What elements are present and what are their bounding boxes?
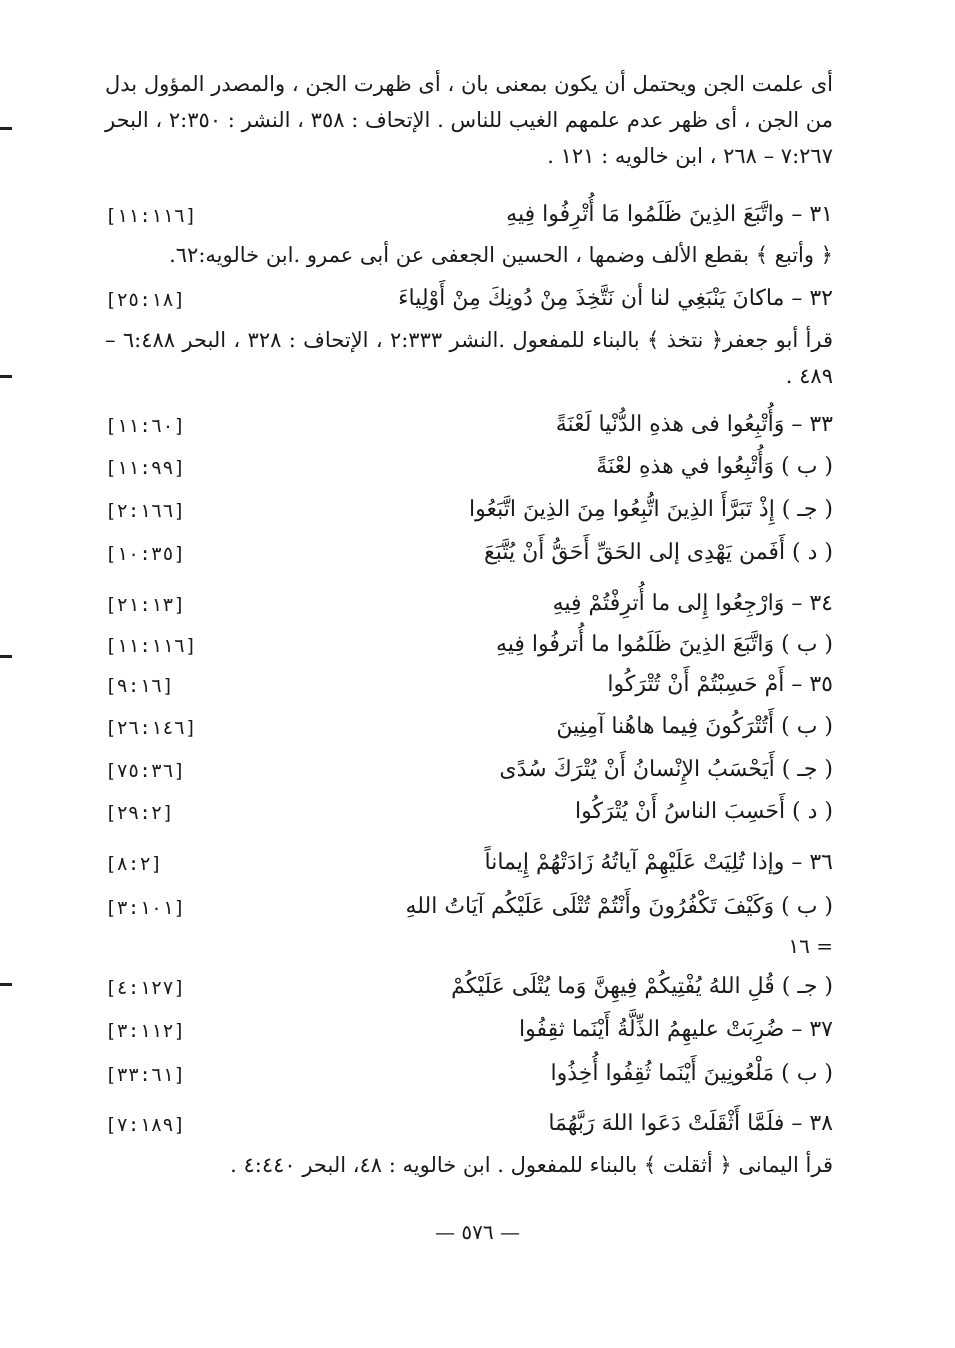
entry-36c [105,968,833,1006]
verse-text: ٣٧ – ضُرِبَتْ عليهِمُ الذِّلَّةُ أَيْنَما ثقِفُوا [519,1017,833,1042]
entry-37b [105,1055,833,1093]
verse-text: ( جـ ) قُلِ اللهُ يُفْتِيكُمْ فِيهِنَّ وَما يُتْلَى عَلَيْكُمْ [451,974,833,999]
scan-edge-mark [0,655,12,658]
verse-text: ( ب ) أَتُتْرَكُونَ فِيما هاهُنا آمِنِينَ [556,714,833,739]
verse-ref: [٢٦:١٤٦] [105,717,197,739]
entry-31 [105,196,833,234]
verse-ref: [٢٥:١٨] [105,289,186,311]
scan-edge-mark [0,375,12,378]
entry-34b [105,626,833,664]
verse-ref: [٩:١٦] [105,675,174,697]
verse-ref: [١١:١١٦] [105,205,197,227]
verse-text: ٣٢ – ماكانَ يَنْبَغِي لنا أن نَتَّخِذَ مِنْ دُونِكَ مِنْ أَوْلِياءَ [398,286,833,311]
verse-text: ( جـ ) أَيَحْسَبُ الإِنْسانُ أَنْ يُتْرَكَ سُدًى [499,757,833,782]
verse-text: ( ب ) مَلْعُونِينَ أَيْنَما ثُقِفُوا أُخِذُوا [550,1061,833,1086]
verse-ref: [٧٥:٣٦] [105,760,186,782]
verse-ref: [٧:١٨٩] [105,1114,186,1136]
verse-ref: [١١:٦٠] [105,415,186,437]
entry-35 [105,666,833,704]
verse-ref: [٢١:١٣] [105,594,186,616]
verse-text: ( د ) أَفَمن يَهْدِى إلى الحَقِّ أَحَقُّ أَنْ يُتَّبَعَ [484,540,833,565]
verse-continuation: = ١٦ [788,934,833,958]
intro-paragraph: أى علمت الجن ويحتمل أن يكون بمعنى بان ، أى ظهرت الجن ، والمصدر المؤول بدل من الجن ، أى ظهر عدم علمهم الغيب للناس . الإتحاف : ٣٥٨ ، النشر : ٢:٣٥٠ ، البحر ٧:٢٦٧ – ٢٦٨ ، ابن خالويه : ١٢١ . [105,72,833,168]
verse-text: ( ب ) وَأُتْبِعُوا في هذهِ لعْنَةً [596,454,833,479]
verse-ref: [٢:١٦٦] [105,500,186,522]
verse-ref: [٣:١٠١] [105,897,186,919]
verse-ref: [١١:١١٦] [105,635,197,657]
verse-ref: [٣:١١٢] [105,1020,186,1042]
verse-text: ٣٥ – أَمْ حَسِبْتُمْ أَنْ تُتْرَكُوا [607,672,833,697]
verse-text: ( د ) أَحَسِبَ الناسُ أَنْ يُتْرَكُوا [575,799,833,824]
entry-37 [105,1011,833,1049]
note-38: قرأ اليمانى ﴿ أثقلت ﴾ بالبناء للمفعول . ابن خالويه : ٤٨، البحر ٤:٤٤٠ . [230,1153,833,1177]
verse-text: ( ب ) وَكَيْفَ تَكْفُرُونَ وأَنْتُمْ تُتْلَى عَلَيْكُم آيَاتُ اللهِ [405,894,833,919]
verse-ref: [٢٩:٢] [105,802,174,824]
entry-33c [105,491,833,529]
verse-text: ٣٨ – فلَمَّا أَثْقَلَتْ دَعَوا اللهَ رَبَّهُمَا [548,1111,833,1136]
verse-ref: [٣٣:٦١] [105,1064,186,1086]
verse-text: ٣٦ – وإذا تُلِيَتْ عَلَيْهِمْ آياتُهُ زَادَتْهُمْ إِيماناً [484,850,833,875]
scan-edge-mark [0,983,12,986]
verse-ref: [١٠:٣٥] [105,543,186,565]
entry-36b [105,888,833,926]
scan-edge-mark [0,127,12,130]
verse-text: ٣١ – واتَّبَعَ الذِينَ ظَلَمُوا مَا أُتْرِفُوا فِيهِ [506,202,833,227]
entry-35c [105,751,833,789]
verse-text: ( جـ ) إِذْ تَبَرَّأَ الذِينَ اتُّبِعُوا مِنَ الذِينَ اتَّبَعُوا [469,497,833,522]
entry-32 [105,280,833,318]
verse-ref: [١١:٩٩] [105,457,186,479]
entry-34 [105,585,833,623]
entry-35d [105,793,833,831]
entry-33 [105,406,833,444]
entry-36-continuation [105,927,833,965]
note-31: ﴿ وأتبع ﴾ بقطع الألف وضمها ، الحسين الجعفى عن أبى عمرو .ابن خالويه:٦٢. [169,243,833,267]
entry-38 [105,1105,833,1143]
entry-33b [105,448,833,486]
entry-35b [105,708,833,746]
entry-33d [105,534,833,572]
verse-ref: [٤:١٢٧] [105,977,186,999]
verse-ref: [٨:٢] [105,853,163,875]
page-number: — ٥٧٦ — [435,1220,520,1244]
verse-text: ( ب ) وَاتَّبَعَ الذِينَ ظَلَمُوا ما أُترفُوا فِيهِ [495,632,833,657]
entry-36 [105,844,833,882]
verse-text: ٣٣ – وَأُتْبِعُوا فى هذهِ الدُّنْيا لَعْنَةً [555,412,833,437]
verse-text: ٣٤ – وَارْجِعُوا إِلى ما أُترِفْتُمْ فِيهِ [552,591,833,616]
note-32: قرأ أبو جعفر﴿ نتخذ ﴾ بالبناء للمفعول .النشر ٢:٣٣٣ ، الإتحاف : ٣٢٨ ، البحر ٦:٤٨٨ – ٤٨٩ . [105,328,833,388]
